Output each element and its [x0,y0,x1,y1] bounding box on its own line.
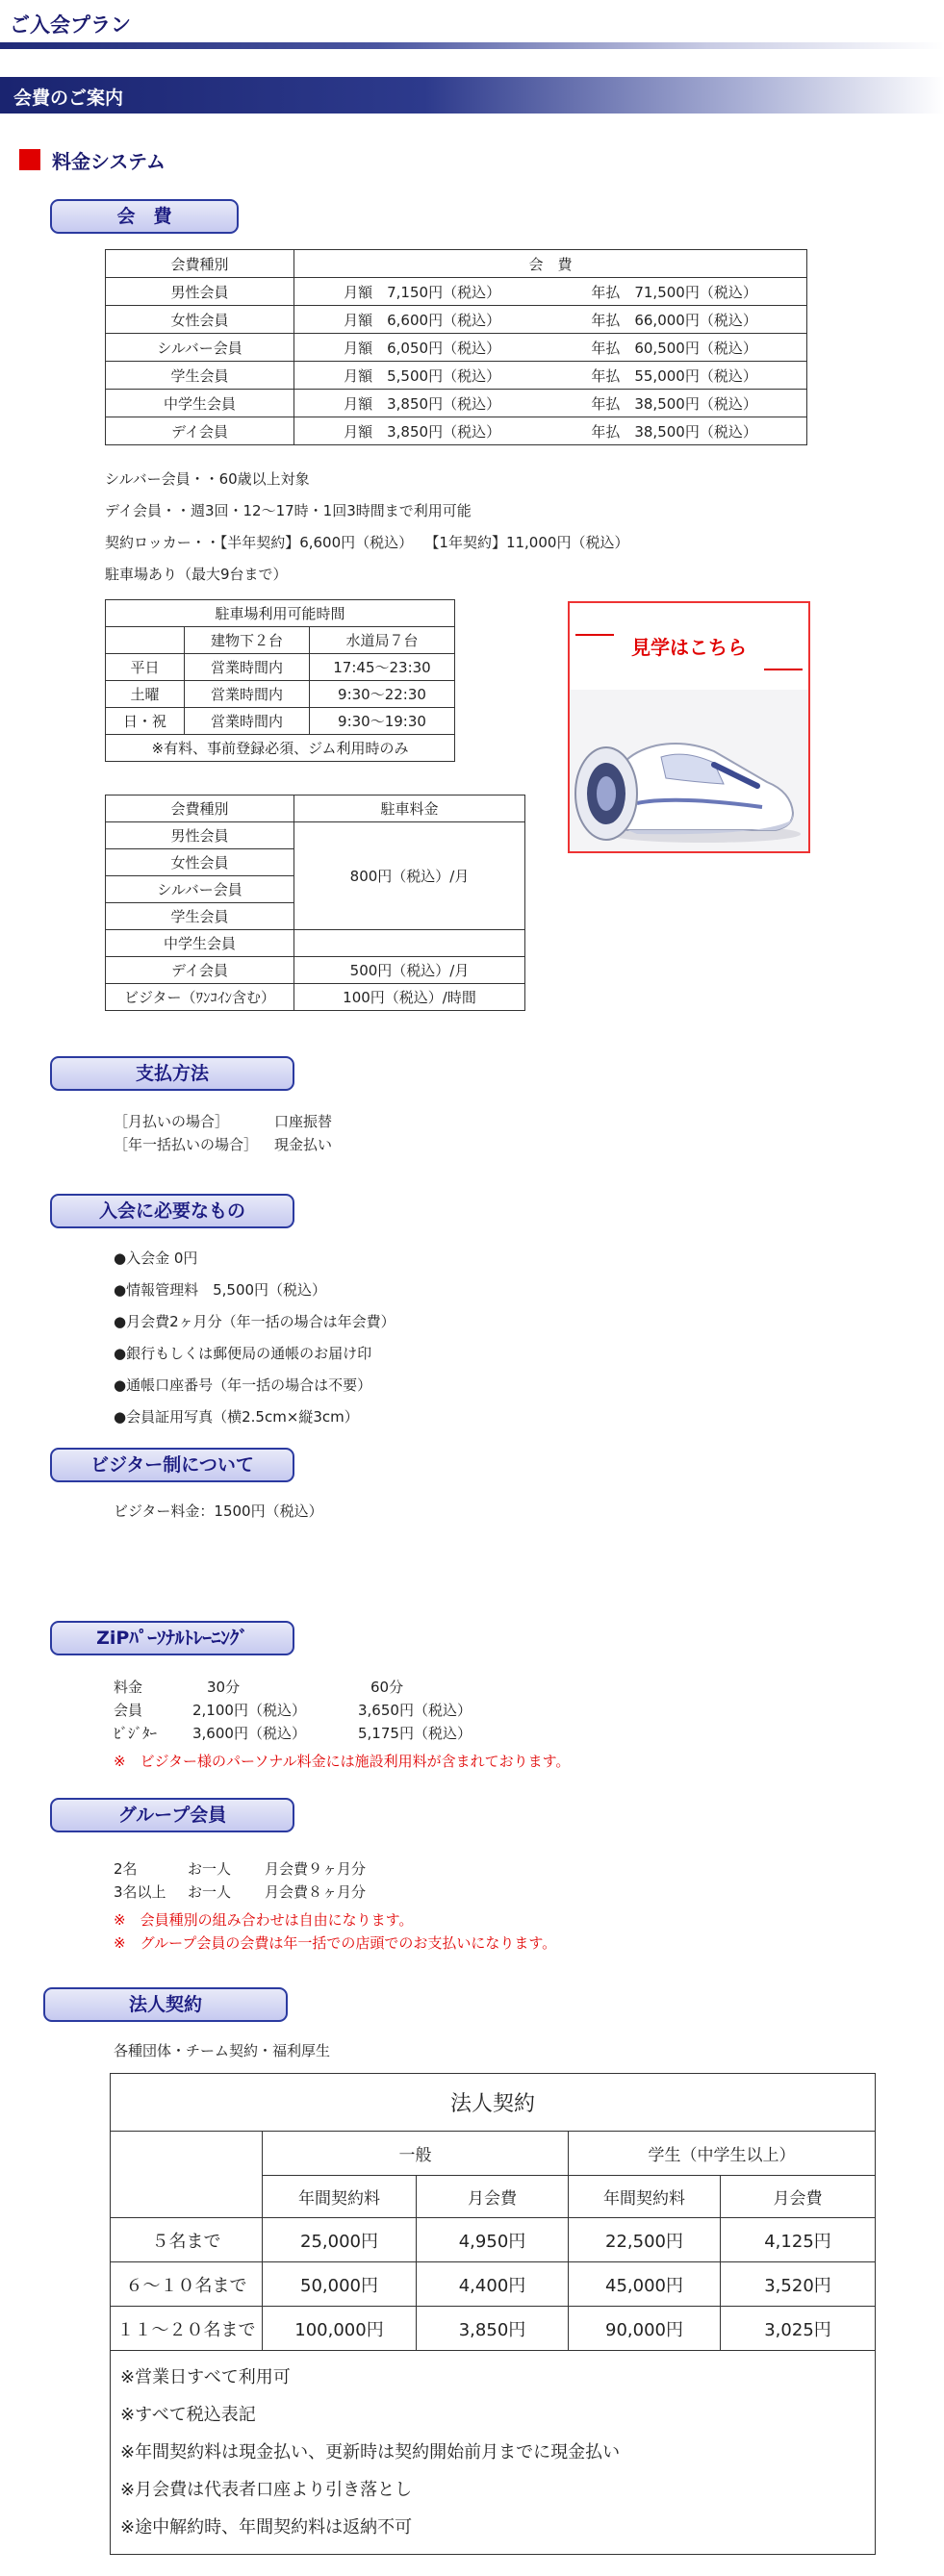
payment-yearly-value: 現金払い [274,1136,333,1153]
table-row [106,681,455,708]
hours-building: 営業時間内 [185,708,310,735]
parking-fee-day: 500円（税込）/月 [294,957,525,984]
table-row [111,2307,876,2351]
col-header: 水道局７台 [310,627,455,654]
group-row-value: 月会費８ヶ月分 [265,1883,367,1901]
table-row [111,2262,876,2307]
member-type: 男性会員 [106,822,294,849]
monthly-fee: 月額 3,850円（税込） [344,394,501,413]
student-monthly: 3,025円 [721,2307,876,2351]
student-annual: 90,000円 [569,2307,721,2351]
student-annual: 45,000円 [569,2262,721,2307]
requirements-heading: 入会に必要なもの [50,1194,294,1228]
hours-building: 営業時間内 [185,681,310,708]
hours-waterworks: 9:30～19:30 [310,708,455,735]
member-type: 女性会員 [106,849,294,876]
table-row [106,957,525,984]
table-row [106,417,807,445]
table-row [106,278,807,306]
corporate-note: ※すべて税込表記 [120,2405,256,2425]
yearly-fee: 年払 38,500円（税込） [591,394,757,413]
parking-fee-table [105,795,525,1011]
empty-header-cell [111,2132,263,2218]
note-day: デイ会員・・週3回・12～17時・1回3時間まで利用可能 [105,502,472,519]
table-row [106,334,807,362]
corporate-notes [111,2351,876,2555]
corporate-note: ※営業日すべて利用可 [120,2367,291,2387]
pt-member-30: 2,100円（税込） [192,1702,306,1719]
member-type: デイ会員 [106,417,294,445]
member-type: 学生会員 [106,362,294,390]
member-type: デイ会員 [106,957,294,984]
corporate-intro: 各種団体・チーム契約・福利厚生 [114,2042,331,2059]
student-monthly: 3,520円 [721,2262,876,2307]
corporate-table-title: 法人契約 [111,2074,876,2132]
table-row [106,654,455,681]
col-header-type: 会費種別 [106,250,294,278]
payment-monthly-label: ［月払いの場合］ [114,1113,230,1130]
col-monthly: 月会費 [721,2176,876,2218]
col-header [106,627,185,654]
group-row-per: お一人 [188,1860,232,1878]
group-row-value: 月会費９ヶ月分 [265,1860,367,1878]
empty-cell [294,930,525,957]
group-note: ※ 会員種別の組み合わせは自由になります。 [114,1911,414,1929]
day-label: 日・祝 [106,708,185,735]
sneaker-image [570,690,808,851]
visit-label: 見学はこちら [631,636,747,659]
requirement-item: ●月会費2ヶ月分（年一括の場合は年会費） [114,1313,395,1330]
col-monthly: 月会費 [417,2176,569,2218]
student-monthly: 4,125円 [721,2218,876,2262]
fee-guide-banner: 会費のご案内 [0,77,944,114]
day-label: 土曜 [106,681,185,708]
member-type: 中学生会員 [106,390,294,417]
member-type: 学生会員 [106,903,294,930]
parking-fee-visitor: 100円（税込）/時間 [294,984,525,1011]
requirement-item: ●銀行もしくは郵便局の通帳のお届け印 [114,1345,372,1362]
group-row-per: お一人 [188,1883,232,1901]
hours-building: 営業時間内 [185,654,310,681]
col-annual: 年間契約料 [569,2176,721,2218]
member-type: ビジター（ﾜﾝｺｲﾝ含む） [106,984,294,1011]
group-row-label: 3名以上 [114,1883,166,1901]
table-header-row [106,627,455,654]
pt-visitor-label: ﾋﾞｼﾞﾀｰ [114,1725,158,1742]
pt-member-60: 3,650円（税込） [358,1702,472,1719]
parking-fee-general: 800円（税込）/月 [294,822,525,930]
general-annual: 100,000円 [263,2307,417,2351]
red-square-icon [19,149,40,170]
pt-visitor-30: 3,600円（税込） [192,1725,306,1742]
hours-waterworks: 17:45～23:30 [310,654,455,681]
hours-waterworks: 9:30～22:30 [310,681,455,708]
size-label: ６～１０名まで [111,2262,263,2307]
note-silver: シルバー会員・・60歳以上対象 [105,470,310,488]
page-title: ご入会プラン [10,13,131,37]
payment-monthly-value: 口座振替 [274,1113,333,1130]
student-annual: 22,500円 [569,2218,721,2262]
col-header-fee: 駐車料金 [294,796,525,822]
parking-hours-table [105,599,455,762]
col-header-type: 会費種別 [106,796,294,822]
table-header-row [106,796,525,822]
table-row [106,984,525,1011]
group-heading: グループ会員 [50,1798,294,1832]
decor-line [764,669,803,670]
col-annual: 年間契約料 [263,2176,417,2218]
pt-visitor-60: 5,175円（税込） [358,1725,472,1742]
corporate-note: ※年間契約料は現金払い、更新時は契約開始前月までに現金払い [120,2442,621,2462]
monthly-fee: 月額 6,600円（税込） [344,311,501,329]
section-title: 料金システム [52,150,166,173]
visitor-heading: ビジター制について [50,1448,294,1482]
table-row [106,390,807,417]
payment-heading: 支払方法 [50,1056,294,1091]
parking-hours-title: 駐車場利用可能時間 [106,600,455,627]
corporate-table [110,2073,876,2555]
member-type: 女性会員 [106,306,294,334]
general-annual: 25,000円 [263,2218,417,2262]
corporate-heading: 法人契約 [43,1987,288,2022]
personal-training-heading: ZiPﾊﾟｰｿﾅﾙﾄﾚｰﾆﾝｸﾞ [50,1621,294,1655]
general-annual: 50,000円 [263,2262,417,2307]
table-row [106,822,525,849]
note-parking: 駐車場あり（最大9台まで） [105,566,288,583]
table-header-row [106,250,807,278]
yearly-fee: 年払 71,500円（税込） [591,283,757,301]
pt-member-label: 会員 [114,1702,143,1719]
table-row [106,930,525,957]
table-row [111,2218,876,2262]
pt-note: ※ ビジター様のパーソナル料金には施設利用料が含まれております。 [114,1753,571,1770]
yearly-fee: 年払 66,000円（税込） [591,311,757,329]
requirement-item: ●入会金 0円 [114,1250,198,1267]
monthly-fee: 月額 3,850円（税込） [344,422,501,441]
general-monthly: 4,950円 [417,2218,569,2262]
parking-footnote: ※有料、事前登録必須、ジム利用時のみ [106,735,455,762]
requirement-item: ●情報管理料 5,500円（税込） [114,1281,327,1299]
payment-yearly-label: ［年一括払いの場合］ [114,1136,259,1153]
visitor-fee: ビジター料金：1500円（税込） [114,1503,323,1520]
day-label: 平日 [106,654,185,681]
member-type: シルバー会員 [106,876,294,903]
visit-link-box[interactable] [568,601,810,853]
general-monthly: 3,850円 [417,2307,569,2351]
requirement-item: ●通帳口座番号（年一括の場合は不要） [114,1376,372,1394]
note-locker: 契約ロッカー・・【半年契約】6,600円（税込） 【1年契約】11,000円（税込） [105,534,629,551]
membership-fee-table [105,249,807,445]
membership-heading: 会 費 [50,199,239,234]
col-header: 建物下２台 [185,627,310,654]
general-monthly: 4,400円 [417,2262,569,2307]
corporate-note: ※月会費は代表者口座より引き落とし [120,2480,413,2500]
size-label: １１～２０名まで [111,2307,263,2351]
monthly-fee: 月額 7,150円（税込） [344,283,501,301]
member-type: シルバー会員 [106,334,294,362]
table-row [106,306,807,334]
group-note: ※ グループ会員の会費は年一括での店頭でのお支払いになります。 [114,1934,557,1952]
pt-header-label: 料金 [114,1679,143,1696]
monthly-fee: 月額 6,050円（税込） [344,339,501,357]
pt-header-60: 60分 [370,1679,404,1696]
monthly-fee: 月額 5,500円（税込） [344,366,501,385]
title-rule [0,42,944,49]
pt-header-30: 30分 [207,1679,241,1696]
col-header-fee: 会 費 [294,250,807,278]
size-label: ５名まで [111,2218,263,2262]
table-row [106,708,455,735]
group-general-header: 一般 [263,2132,569,2176]
yearly-fee: 年払 55,000円（税込） [591,366,757,385]
table-row [106,362,807,390]
group-row-label: 2名 [114,1860,138,1878]
requirement-item: ●会員証用写真（横2.5cm×縦3cm） [114,1408,359,1426]
group-student-header: 学生（中学生以上） [569,2132,876,2176]
corporate-note: ※途中解約時、年間契約料は返納不可 [120,2517,413,2538]
yearly-fee: 年払 60,500円（税込） [591,339,757,357]
yearly-fee: 年払 38,500円（税込） [591,422,757,441]
member-type: 中学生会員 [106,930,294,957]
member-type: 男性会員 [106,278,294,306]
